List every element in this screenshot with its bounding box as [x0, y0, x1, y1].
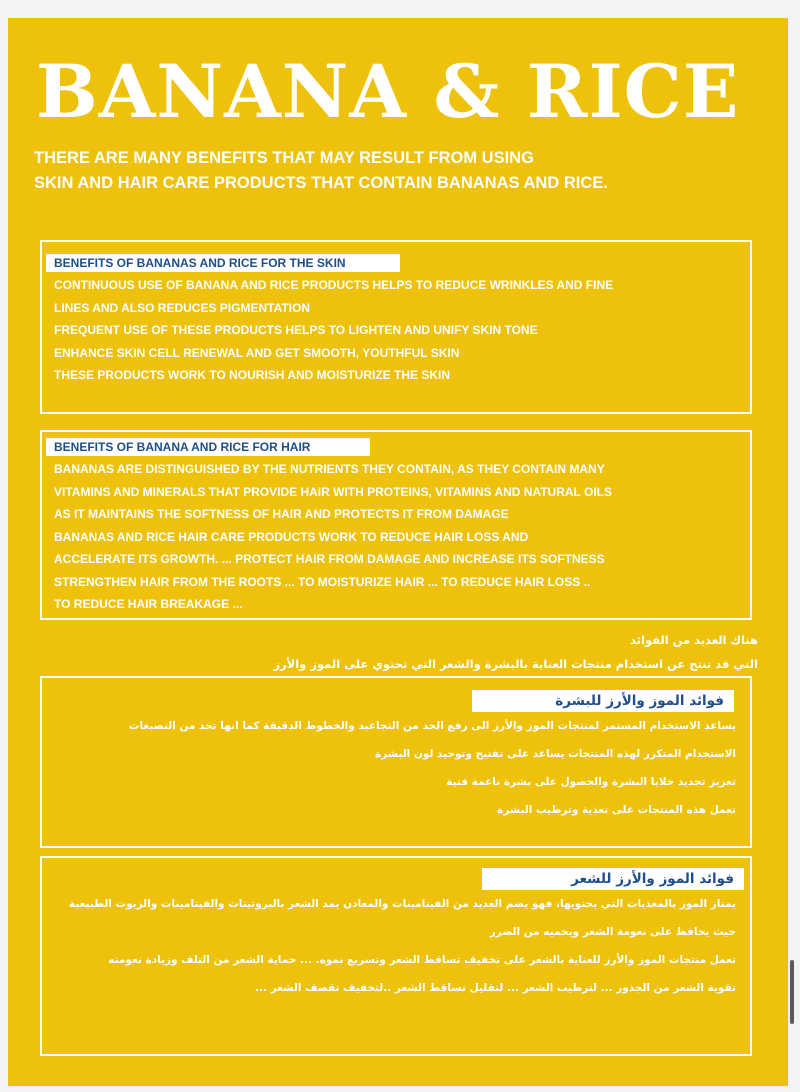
- list-item: يساعد الاستخدام المستمر لمنتجات الموز والأرز الى رفع الحد من التجاعيد والخطوط الدقيقة كما انها تحد من التصبغات: [128, 720, 736, 732]
- subtitle-line: THERE ARE MANY BENEFITS THAT MAY RESULT FROM USING: [34, 149, 534, 167]
- list-item: VITAMINS AND MINERALS THAT PROVIDE HAIR WITH PROTEINS, VITAMINS AND NATURAL OILS: [54, 484, 612, 499]
- hair-benefits-en-list: [54, 458, 612, 616]
- list-item: TO REDUCE HAIR BREAKAGE ...: [54, 597, 243, 611]
- list-item: تعزيز تجديد خلايا البشرة والحصول على بشرة ناعمة فتية: [446, 776, 736, 788]
- list-item: BANANAS AND RICE HAIR CARE PRODUCTS WORK TO REDUCE HAIR LOSS AND: [54, 529, 529, 544]
- list-item: تقوية الشعر من الجذور ... لترطيب الشعر ... لتقليل تساقط الشعر ..لتخفيف تقصف الشعر ...: [255, 982, 736, 994]
- list-item: يمتاز الموز بالمغذيات التي يحتويها، فهو يضم العديد من الفيتامينات والمعادن يمد الشعر بالبروتينات والفيتامينات والزيوت الطبيعية: [68, 898, 736, 910]
- hair-benefits-en-heading: BENEFITS OF BANANA AND RICE FOR HAIR: [46, 438, 370, 456]
- list-item: ENHANCE SKIN CELL RENEWAL AND GET SMOOTH, YOUTHFUL SKIN: [54, 345, 460, 360]
- list-item: CONTINUOUS USE OF BANANA AND RICE PRODUCTS HELPS TO REDUCE WRINKLES AND FINE: [54, 278, 614, 292]
- skin-benefits-en-list: [54, 274, 613, 387]
- list-item: تعمل هذه المنتجات على تغذية وترطيب البشرة: [497, 804, 736, 816]
- list-item: حيث يحافظ على نعومة الشعر ويحميه من الضرر: [489, 926, 736, 938]
- subtitle: [34, 146, 608, 196]
- list-item: THESE PRODUCTS WORK TO NOURISH AND MOISTURIZE THE SKIN: [54, 368, 451, 382]
- hair-benefits-ar-heading: فوائد الموز والأرز للشعر: [482, 868, 744, 890]
- skin-benefits-ar-list: [129, 712, 736, 824]
- page-title: BANANA & RICE: [36, 49, 740, 135]
- scrollbar-thumb[interactable]: [790, 960, 794, 1024]
- list-item: FREQUENT USE OF THESE PRODUCTS HELPS TO LIGHTEN AND UNIFY SKIN TONE: [54, 323, 538, 337]
- skin-benefits-en-heading: BENEFITS OF BANANAS AND RICE FOR THE SKIN: [46, 254, 400, 272]
- subtitle-line: SKIN AND HAIR CARE PRODUCTS THAT CONTAIN BANANAS AND RICE.: [34, 174, 608, 192]
- arabic-intro-line: هناك العديد من الفوائد: [629, 633, 758, 647]
- hair-benefits-ar-list: [69, 890, 736, 1002]
- skin-benefits-ar-heading: فوائد الموز والأرز للبشرة: [472, 690, 734, 712]
- arabic-intro-line: التي قد تنتج عن استخدام منتجات العناية بالبشرة والشعر التي تحتوي على الموز والأرز: [273, 657, 758, 671]
- list-item: STRENGTHEN HAIR FROM THE ROOTS ... TO MOISTURIZE HAIR ... TO REDUCE HAIR LOSS ..: [54, 574, 591, 589]
- list-item: AS IT MAINTAINS THE SOFTNESS OF HAIR AND PROTECTS IT FROM DAMAGE: [54, 507, 509, 521]
- poster: [8, 18, 788, 1086]
- arabic-intro: [273, 628, 758, 676]
- list-item: ACCELERATE ITS GROWTH. ... PROTECT HAIR FROM DAMAGE AND INCREASE ITS SOFTNESS: [54, 552, 605, 566]
- list-item: تعمل منتجات الموز والأرز للعناية بالشعر على تخفيف تساقط الشعر وتسريع نموه. ... حماية الشعر من التلف وزيادة نعومته: [108, 954, 736, 966]
- list-item: BANANAS ARE DISTINGUISHED BY THE NUTRIENTS THEY CONTAIN, AS THEY CONTAIN MANY: [54, 462, 605, 476]
- list-item: الاستخدام المتكرر لهذه المنتجات يساعد على تفتيح وتوحيد لون البشرة: [375, 748, 736, 760]
- list-item: LINES AND ALSO REDUCES PIGMENTATION: [54, 300, 311, 315]
